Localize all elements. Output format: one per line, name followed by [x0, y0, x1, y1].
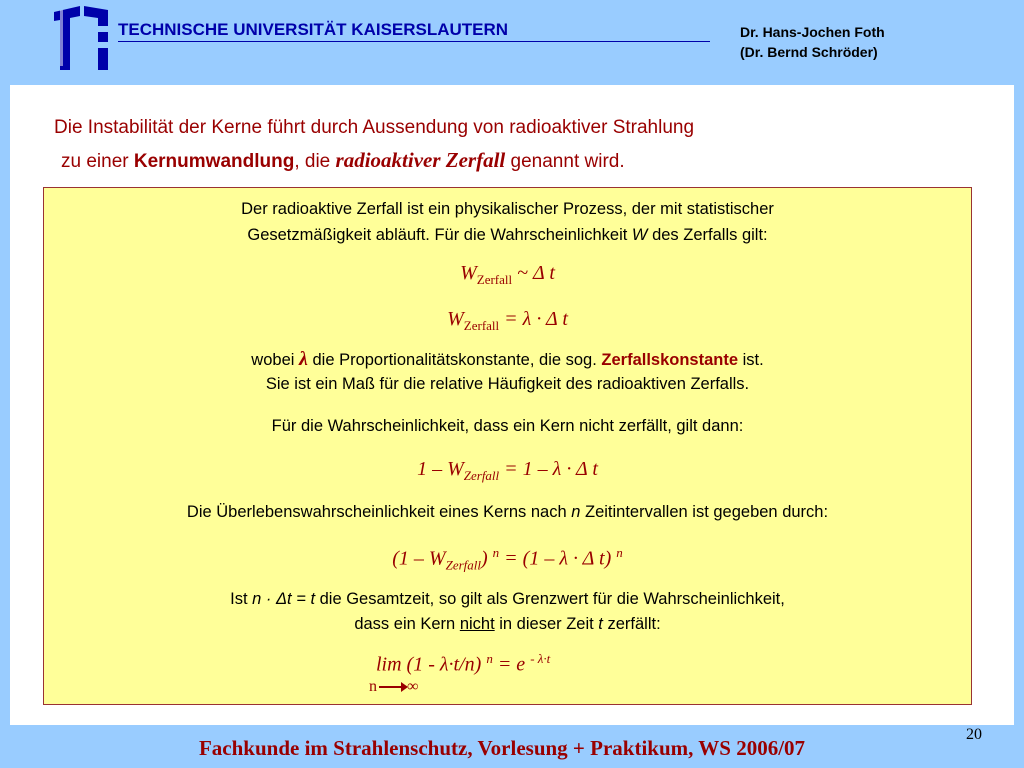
text-span: des Zerfalls gilt: [647, 226, 768, 244]
text-span: die Proportionalitätskonstante, die sog. [307, 351, 602, 369]
box-text-line [44, 590, 971, 609]
equation-n-intervals [44, 545, 971, 574]
eq-part: (1 – W [392, 547, 446, 570]
equation-probability [44, 308, 971, 334]
text-span: die Gesamtzeit, so gilt als Grenzwert für die Wahrscheinlichkeit, [315, 590, 785, 608]
eq-part: = 1 – λ · Δ t [499, 458, 598, 480]
infinity-symbol: ∞ [407, 678, 419, 695]
equation-proportional [44, 262, 971, 288]
text-span: Gesetzmäßigkeit abläuft. Für die Wahrscheinlichkeit [247, 226, 632, 244]
author-name: Dr. Hans-Jochen Foth [740, 24, 885, 40]
equation-limit [376, 651, 550, 677]
box-text-line [44, 503, 971, 522]
eq-part: = e [492, 653, 531, 676]
eq-subscript: Zerfall [463, 468, 500, 483]
eq-superscript: n [486, 651, 493, 666]
eq-w: W [460, 262, 477, 284]
course-footer: Fachkunde im Strahlenschutz, Vorlesung + Praktikum, WS 2006/07 [198, 736, 806, 760]
author-block [740, 22, 885, 62]
eq-subscript: Zerfall [445, 557, 481, 573]
box-text-line [44, 615, 971, 634]
header-divider [118, 41, 710, 42]
intro-line-2 [54, 144, 694, 178]
intro-line-1: Die Instabilität der Kerne führt durch Aussendung von radioaktiver Strahlung [54, 117, 695, 138]
intro-text-span: zu einer [61, 151, 134, 172]
term-radioaktiver-zerfall: radioaktiver Zerfall [335, 148, 506, 172]
text-span: zerfällt: [602, 615, 661, 633]
box-text-line [44, 226, 971, 245]
page-number: 20 [966, 726, 982, 743]
eq-superscript: n [616, 545, 623, 560]
box-text-line: Für die Wahrscheinlichkeit, dass ein Kern nicht zerfällt, gilt dann: [271, 417, 744, 435]
text-span: wobei [251, 351, 299, 369]
variable-t: t [598, 615, 603, 633]
eq-superscript: - λ·t [530, 651, 551, 666]
eq-subscript: Zerfall [476, 272, 513, 287]
university-name: TECHNISCHE UNIVERSITÄT KAISERSLAUTERN [118, 20, 509, 39]
eq-superscript: n [492, 545, 500, 560]
term-zerfallskonstante: Zerfallskonstante [601, 351, 739, 369]
author-name-secondary: (Dr. Bernd Schröder) [740, 44, 878, 60]
formula-box [43, 187, 972, 705]
text-span: Zeitintervallen ist gegeben durch: [580, 503, 829, 521]
box-text-line: Der radioaktive Zerfall ist ein physikalischer Prozess, der mit statistischer [241, 200, 774, 218]
eq-part: lim (1 - λ·t/n) [376, 653, 487, 676]
term-kernumwandlung: Kernumwandlung [133, 151, 295, 172]
eq-part: 1 – W [417, 458, 464, 480]
tu-logo [50, 4, 110, 70]
underlined-nicht: nicht [459, 615, 495, 633]
text-span: dass ein Kern [354, 615, 460, 633]
intro-text-span: , die [294, 151, 336, 172]
eq-part: = (1 – λ · Δ t) [499, 547, 617, 570]
eq-subscript: Zerfall [463, 318, 500, 333]
text-span: ist. [738, 351, 764, 369]
eq-rest: ~ Δ t [512, 262, 555, 284]
intro-text-span: genannt wird. [505, 151, 625, 172]
eq-rest: = λ · Δ t [499, 308, 568, 330]
expression-n-dt: n · Δt = t [252, 590, 316, 608]
text-span: Ist [230, 590, 253, 608]
intro-text [54, 112, 694, 178]
box-text-line: Sie ist ein Maß für die relative Häufigkeit des radioaktiven Zerfalls. [265, 375, 750, 393]
limit-subscript [369, 678, 418, 696]
lambda-symbol: λ [299, 348, 308, 370]
variable-w: W [631, 226, 648, 244]
variable-n: n [571, 503, 581, 521]
limit-n: n [369, 678, 377, 695]
equation-survival [44, 458, 971, 484]
text-span: in dieser Zeit [494, 615, 599, 633]
eq-part: ) [481, 547, 493, 570]
text-span: Die Überlebenswahrscheinlichkeit eines Kerns nach [186, 503, 572, 521]
box-text-line [44, 348, 971, 371]
eq-w: W [447, 308, 464, 330]
right-arrow-icon [379, 686, 405, 688]
